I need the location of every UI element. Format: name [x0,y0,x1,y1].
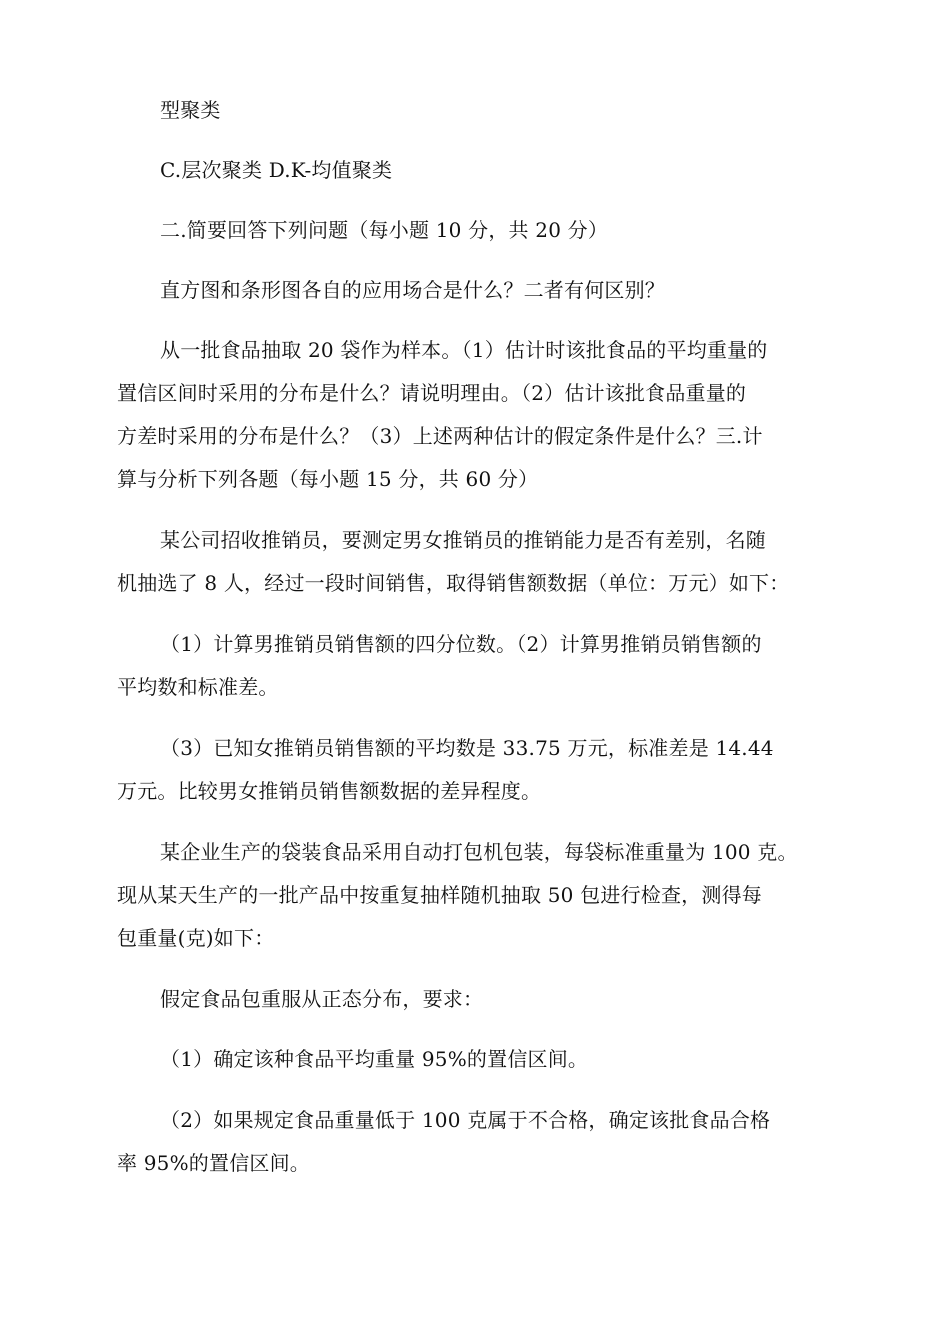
question-text: 包重量(克)如下： [117,926,275,950]
question-text: 率 95%的置信区间。 [117,1151,311,1175]
question-text: 从一批食品抽取 20 袋作为样本。（1）估计时该批食品的平均重量的 [160,338,768,362]
text-line: 型聚类 [160,98,221,122]
section-heading: 二.简要回答下列问题（每小题 10 分，共 20 分） [160,218,609,242]
text-line: C.层次聚类 D.K-均值聚类 [160,158,393,182]
question-text: 某公司招收推销员，要测定男女推销员的推销能力是否有差别，名随 [160,528,766,552]
question-text: 机抽选了 8 人，经过一段时间销售，取得销售额数据（单位：万元）如下： [117,571,790,595]
question-text: （3）已知女推销员销售额的平均数是 33.75 万元，标准差是 14.44 [160,736,774,760]
question-text: 置信区间时采用的分布是什么？请说明理由。（2）估计该批食品重量的 [117,381,747,405]
question-text: 万元。比较男女推销员销售额数据的差异程度。 [117,779,542,803]
question-text: 方差时采用的分布是什么？（3）上述两种估计的假定条件是什么？三.计 [117,424,763,448]
question-text: 假定食品包重服从正态分布，要求： [160,987,484,1011]
question-text: （2）如果规定食品重量低于 100 克属于不合格，确定该批食品合格 [160,1108,771,1132]
section-heading: 算与分析下列各题（每小题 15 分，共 60 分） [117,467,539,491]
question-text: 某企业生产的袋装食品采用自动打包机包装，每袋标准重量为 100 克。 [160,840,798,864]
question-text: 直方图和条形图各自的应用场合是什么？二者有何区别？ [160,278,665,302]
question-text: （1）确定该种食品平均重量 95%的置信区间。 [160,1047,589,1071]
question-text: 现从某天生产的一批产品中按重复抽样随机抽取 50 包进行检查，测得每 [117,883,762,907]
question-text: 平均数和标准差。 [117,675,279,699]
question-text: （1）计算男推销员销售额的四分位数。（2）计算男推销员销售额的 [160,632,762,656]
